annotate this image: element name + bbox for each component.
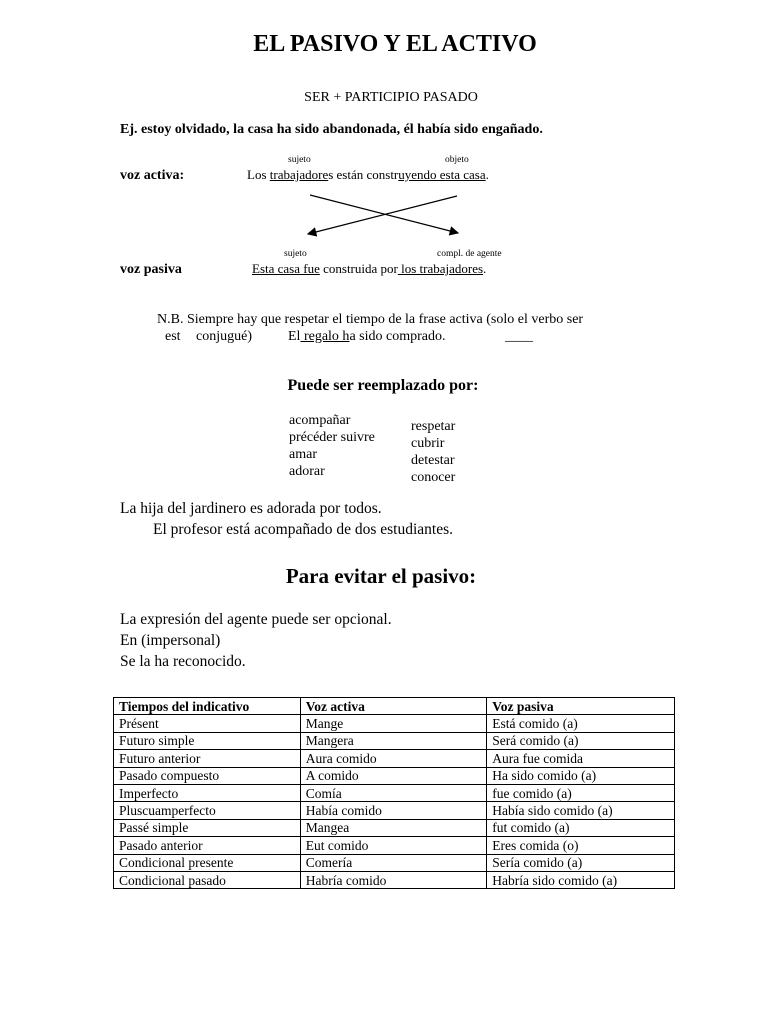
table-cell: Présent (114, 715, 301, 732)
nb-example-underlined: regalo h (300, 329, 350, 344)
avoid-line-1: La expresión del agente puede ser opcional. (120, 611, 392, 628)
table-cell: Futuro anterior (114, 750, 301, 767)
page-title: EL PASIVO Y EL ACTIVO (253, 31, 537, 57)
passive-sentence-subject: Esta casa fue (252, 261, 320, 276)
table-cell: fue comido (a) (487, 784, 675, 801)
label-sujeto-passive: sujeto (284, 249, 307, 259)
table-cell: Ha sido comido (a) (487, 767, 675, 784)
tenses-table (113, 697, 675, 889)
table-cell: Mangea (300, 819, 487, 836)
table-row (114, 784, 675, 801)
nb-example-part: El (288, 329, 301, 344)
label-agente-passive: compl. de agente (437, 249, 502, 259)
example-sentence-2: El profesor está acompañado de dos estudiantes. (153, 521, 454, 538)
label-objeto-active: objeto (445, 155, 469, 165)
verb-item: cubrir (411, 436, 445, 451)
subtitle: SER + PARTICIPIO PASADO (304, 90, 478, 105)
table-cell: Comería (300, 854, 487, 871)
verb-item: detestar (411, 453, 455, 468)
column-header: Voz pasiva (487, 698, 675, 715)
table-cell: Pluscuamperfecto (114, 802, 301, 819)
active-sentence-part: s están constr (328, 167, 399, 182)
voz-activa-label: voz activa: (120, 168, 185, 183)
table-row (114, 854, 675, 871)
nb-blank: ____ (505, 329, 533, 344)
active-sentence-object: uyendo esta casa (398, 167, 486, 182)
table-cell: Había comido (300, 802, 487, 819)
verbs-left-list (289, 412, 375, 480)
verb-item: respetar (411, 419, 456, 434)
example-sentence-1: La hija del jardinero es adorada por todos. (120, 500, 382, 517)
active-sentence-subject: trabajadore (269, 167, 329, 182)
table-cell: fut comido (a) (487, 819, 675, 836)
verbs-right-list (411, 418, 455, 486)
table-cell: Eut comido (300, 837, 487, 854)
avoid-line-3: Se la ha reconocido. (120, 653, 246, 670)
label-sujeto-active: sujeto (288, 155, 311, 165)
table-cell: Condicional pasado (114, 871, 301, 888)
nb-example (288, 329, 445, 345)
table-cell: Condicional presente (114, 854, 301, 871)
table-cell: Sería comido (a) (487, 854, 675, 871)
verb-item: précéder suivre (289, 430, 375, 445)
verb-item: acompañar (289, 413, 351, 428)
example-line: Ej. estoy olvidado, la casa ha sido abandonada, él había sido engañado. (120, 122, 543, 137)
table-cell: Será comido (a) (487, 732, 675, 749)
verb-item: amar (289, 447, 317, 462)
table-cell: Pasado compuesto (114, 767, 301, 784)
table-row (114, 837, 675, 854)
nb-line-2a: est (165, 329, 181, 344)
verb-item: adorar (289, 464, 325, 479)
table-row (114, 819, 675, 836)
active-sentence-part: Los (247, 167, 270, 182)
table-cell: Había sido comido (a) (487, 802, 675, 819)
nb-line-2b: conjugué) (196, 329, 252, 344)
table-cell: Habría sido comido (a) (487, 871, 675, 888)
table-cell: Mangera (300, 732, 487, 749)
nb-line-1: N.B. Siempre hay que respetar el tiempo de la frase activa (solo el verbo ser (157, 312, 584, 327)
column-header: Voz activa (300, 698, 487, 715)
table-cell: Eres comida (o) (487, 837, 675, 854)
nb-example-part: a sido comprado. (349, 329, 446, 344)
table-cell: Aura fue comida (487, 750, 675, 767)
active-sentence (247, 167, 489, 183)
passive-sentence-agent: los trabajadores (397, 261, 484, 276)
table-cell: Está comido (a) (487, 715, 675, 732)
table-cell: Habría comido (300, 871, 487, 888)
table-cell: Mange (300, 715, 487, 732)
table-cell: Pasado anterior (114, 837, 301, 854)
table-row (114, 871, 675, 888)
verb-item: conocer (411, 470, 456, 485)
table-cell: Futuro simple (114, 732, 301, 749)
active-sentence-part: . (485, 167, 489, 182)
table-cell: Passé simple (114, 819, 301, 836)
column-header: Tiempos del indicativo (114, 698, 301, 715)
table-row (114, 715, 675, 732)
passive-sentence-part: . (483, 261, 487, 276)
avoid-heading: Para evitar el pasivo: (285, 564, 477, 588)
passive-sentence-part: construida por (319, 261, 398, 276)
passive-sentence (252, 261, 486, 277)
table-cell: A comido (300, 767, 487, 784)
table-cell: Aura comido (300, 750, 487, 767)
voz-pasiva-label: voz pasiva (120, 262, 182, 277)
table-cell: Comía (300, 784, 487, 801)
arrow-object-to-subject (308, 196, 457, 234)
table-row (114, 750, 675, 767)
table-header-row (114, 698, 675, 715)
table-row (114, 767, 675, 784)
table-cell: Imperfecto (114, 784, 301, 801)
replace-heading: Puede ser reemplazado por: (287, 377, 479, 394)
crossing-arrows (300, 190, 470, 240)
table-row (114, 732, 675, 749)
avoid-line-2: En (impersonal) (120, 632, 221, 649)
table-row (114, 802, 675, 819)
